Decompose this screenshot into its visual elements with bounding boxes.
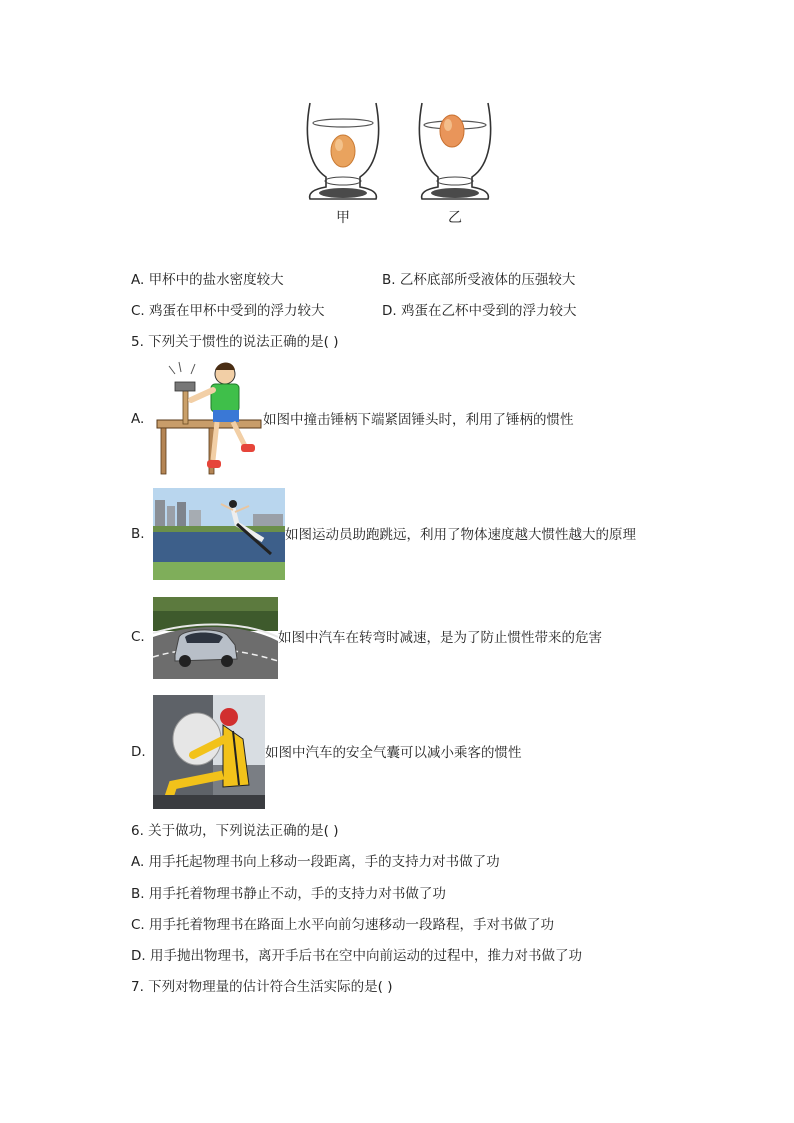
q6-option-b[interactable]: B. 用手托着物理书静止不动，手的支持力对书做了功: [131, 886, 446, 902]
q5-option-d-text: 如图中汽车的安全气囊可以减小乘客的惯性: [265, 745, 522, 761]
q5-option-d-letter: D.: [131, 744, 146, 760]
q6-option-a[interactable]: A. 用手托起物理书向上移动一段距离，手的支持力对书做了功: [131, 854, 500, 870]
glasses-figure: [300, 95, 500, 230]
label-yi: 乙: [448, 210, 462, 226]
q5-option-d[interactable]: [131, 695, 631, 809]
q5-option-b[interactable]: [131, 488, 651, 582]
q5-option-a-letter: A.: [131, 411, 145, 427]
q6-option-d[interactable]: D. 用手抛出物理书，离开手后书在空中向前运动的过程中，推力对书做了功: [131, 948, 582, 964]
airbag-dummy-icon: [153, 695, 265, 809]
q5-option-b-letter: B.: [131, 526, 145, 542]
q6-option-c[interactable]: C. 用手托着物理书在路面上水平向前匀速移动一段路程，手对书做了功: [131, 917, 555, 933]
q5-stem: 5. 下列关于惯性的说法正确的是( ): [131, 334, 339, 350]
label-jia: 甲: [336, 210, 350, 226]
hammer-man-icon: [153, 360, 263, 478]
q5-option-c[interactable]: [131, 597, 631, 679]
q4-option-b[interactable]: B. 乙杯底部所受液体的压强较大: [382, 272, 576, 288]
long-jump-icon: [153, 488, 285, 580]
q5-option-c-text: 如图中汽车在转弯时减速，是为了防止惯性带来的危害: [278, 630, 602, 646]
q4-option-c[interactable]: C. 鸡蛋在甲杯中受到的浮力较大: [131, 303, 325, 319]
q4-option-d[interactable]: D. 鸡蛋在乙杯中受到的浮力较大: [382, 303, 577, 319]
car-turning-icon: [153, 597, 278, 679]
q5-option-a-text: 如图中撞击锤柄下端紧固锤头时，利用了锤柄的惯性: [263, 412, 574, 428]
q7-stem: 7. 下列对物理量的估计符合生活实际的是( ): [131, 979, 393, 995]
q5-option-b-text: 如图运动员助跑跳远，利用了物体速度越大惯性越大的原理: [285, 527, 636, 543]
q4-option-a[interactable]: A. 甲杯中的盐水密度较大: [131, 272, 284, 288]
q5-option-a[interactable]: [131, 360, 631, 480]
q5-option-c-letter: C.: [131, 629, 145, 645]
egg-glasses-icon: [300, 95, 500, 205]
q6-stem: 6. 关于做功，下列说法正确的是( ): [131, 823, 339, 839]
